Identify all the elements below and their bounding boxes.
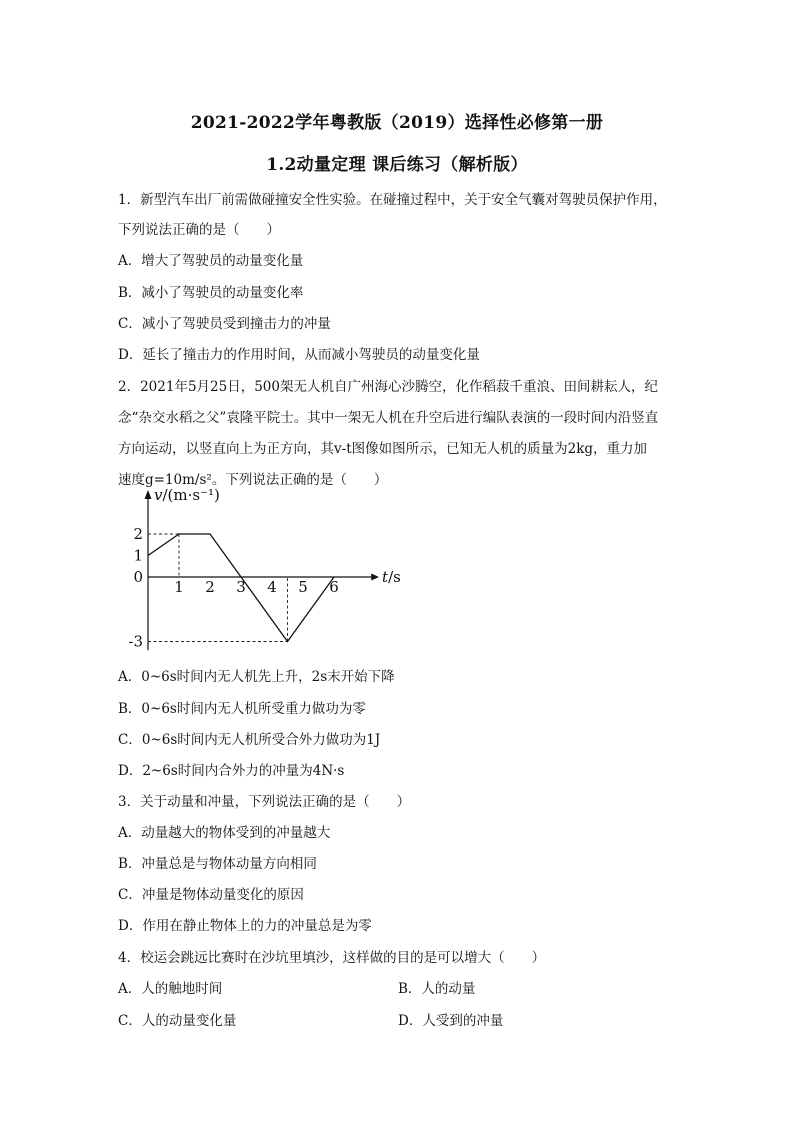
question-4-option-b: B．人的动量 xyxy=(398,981,476,997)
question-2-stem-line-2: 念“杂交水稻之父”袁隆平院士。其中一架无人机在升空后进行编队表演的一段时间内沿竖直 xyxy=(118,410,659,426)
x-tick-label-5: 5 xyxy=(298,578,308,596)
x-tick-label-6: 6 xyxy=(329,578,339,596)
question-3-stem: 3．关于动量和冲量，下列说法正确的是（ ） xyxy=(118,794,411,810)
question-3-option-a: A．动量越大的物体受到的冲量越大 xyxy=(118,825,331,841)
velocity-time-graph xyxy=(128,486,401,651)
title-line-1: 2021-2022学年粤教版（2019）选择性必修第一册 xyxy=(190,113,604,133)
y-axis-label: v/(m·s⁻¹) xyxy=(154,486,220,504)
question-2-option-c: C．0~6s时间内无人机所受合外力做功为1J xyxy=(118,732,381,748)
data-point-3 xyxy=(209,533,210,534)
question-2-stem-line-3: 方向运动，以竖直向上为正方向，其v-t图像如图所示，已知无人机的质量为2kg，重力加 xyxy=(118,441,648,457)
question-2-option-a: A．0~6s时间内无人机先上升，2s末开始下降 xyxy=(118,669,395,685)
question-4-option-a: A．人的触地时间 xyxy=(118,981,223,997)
data-point-4 xyxy=(287,641,288,642)
question-1-stem-line-1: 1．新型汽车出厂前需做碰撞安全性实验。在碰撞过程中，关于安全气囊对驾驶员保护作用， xyxy=(118,192,667,208)
question-4-option-c: C．人的动量变化量 xyxy=(118,1013,237,1029)
y-axis-arrow xyxy=(145,490,152,499)
data-point-2 xyxy=(178,533,179,534)
x-tick-label-3: 3 xyxy=(236,578,246,596)
question-2-stem-line-4: 速度g=10m/s²。下列说法正确的是（ ） xyxy=(118,472,388,488)
x-tick-label-4: 4 xyxy=(267,578,277,596)
title-line-2: 1.2动量定理 课后练习（解析版） xyxy=(266,155,528,175)
y-tick-label-1: 1 xyxy=(133,546,143,565)
x-axis-label: t/s xyxy=(382,568,401,586)
question-3-option-c: C．冲量是物体动量变化的原因 xyxy=(118,887,304,903)
x-axis-arrow xyxy=(371,574,379,581)
question-3-option-b: B．冲量总是与物体动量方向相同 xyxy=(118,856,317,872)
question-4-option-d: D．人受到的冲量 xyxy=(398,1013,504,1029)
y-tick-label--3: -3 xyxy=(128,632,143,651)
question-1-option-a: A．增大了驾驶员的动量变化量 xyxy=(118,253,304,269)
question-3-option-d: D．作用在静止物体上的力的冲量总是为零 xyxy=(118,918,372,934)
question-1-option-b: B．减小了驾驶员的动量变化率 xyxy=(118,285,304,301)
data-point-1 xyxy=(147,555,148,556)
question-4-stem: 4．校运会跳远比赛时在沙坑里填沙，这样做的目的是可以增大（ ） xyxy=(118,950,546,966)
question-2-stem-line-1: 2．2021年5月25日，500架无人机自广州海心沙腾空，化作稻菽千重浪、田间耕耘人，纪 xyxy=(118,379,658,395)
question-1-stem-line-2: 下列说法正确的是（ ） xyxy=(118,222,280,238)
question-2-option-d: D．2~6s时间内合外力的冲量为4N·s xyxy=(118,763,345,779)
y-tick-label-2: 2 xyxy=(133,525,143,543)
x-tick-label-2: 2 xyxy=(205,578,215,596)
question-2-option-b: B．0~6s时间内无人机所受重力做功为零 xyxy=(118,701,366,717)
question-1-option-d: D．延长了撞击力的作用时间，从而减小驾驶员的动量变化量 xyxy=(118,347,480,363)
x-tick-label-1: 1 xyxy=(174,578,184,596)
question-1-option-c: C．减小了驾驶员受到撞击力的冲量 xyxy=(118,316,331,332)
y-tick-label-0: 0 xyxy=(133,568,143,586)
